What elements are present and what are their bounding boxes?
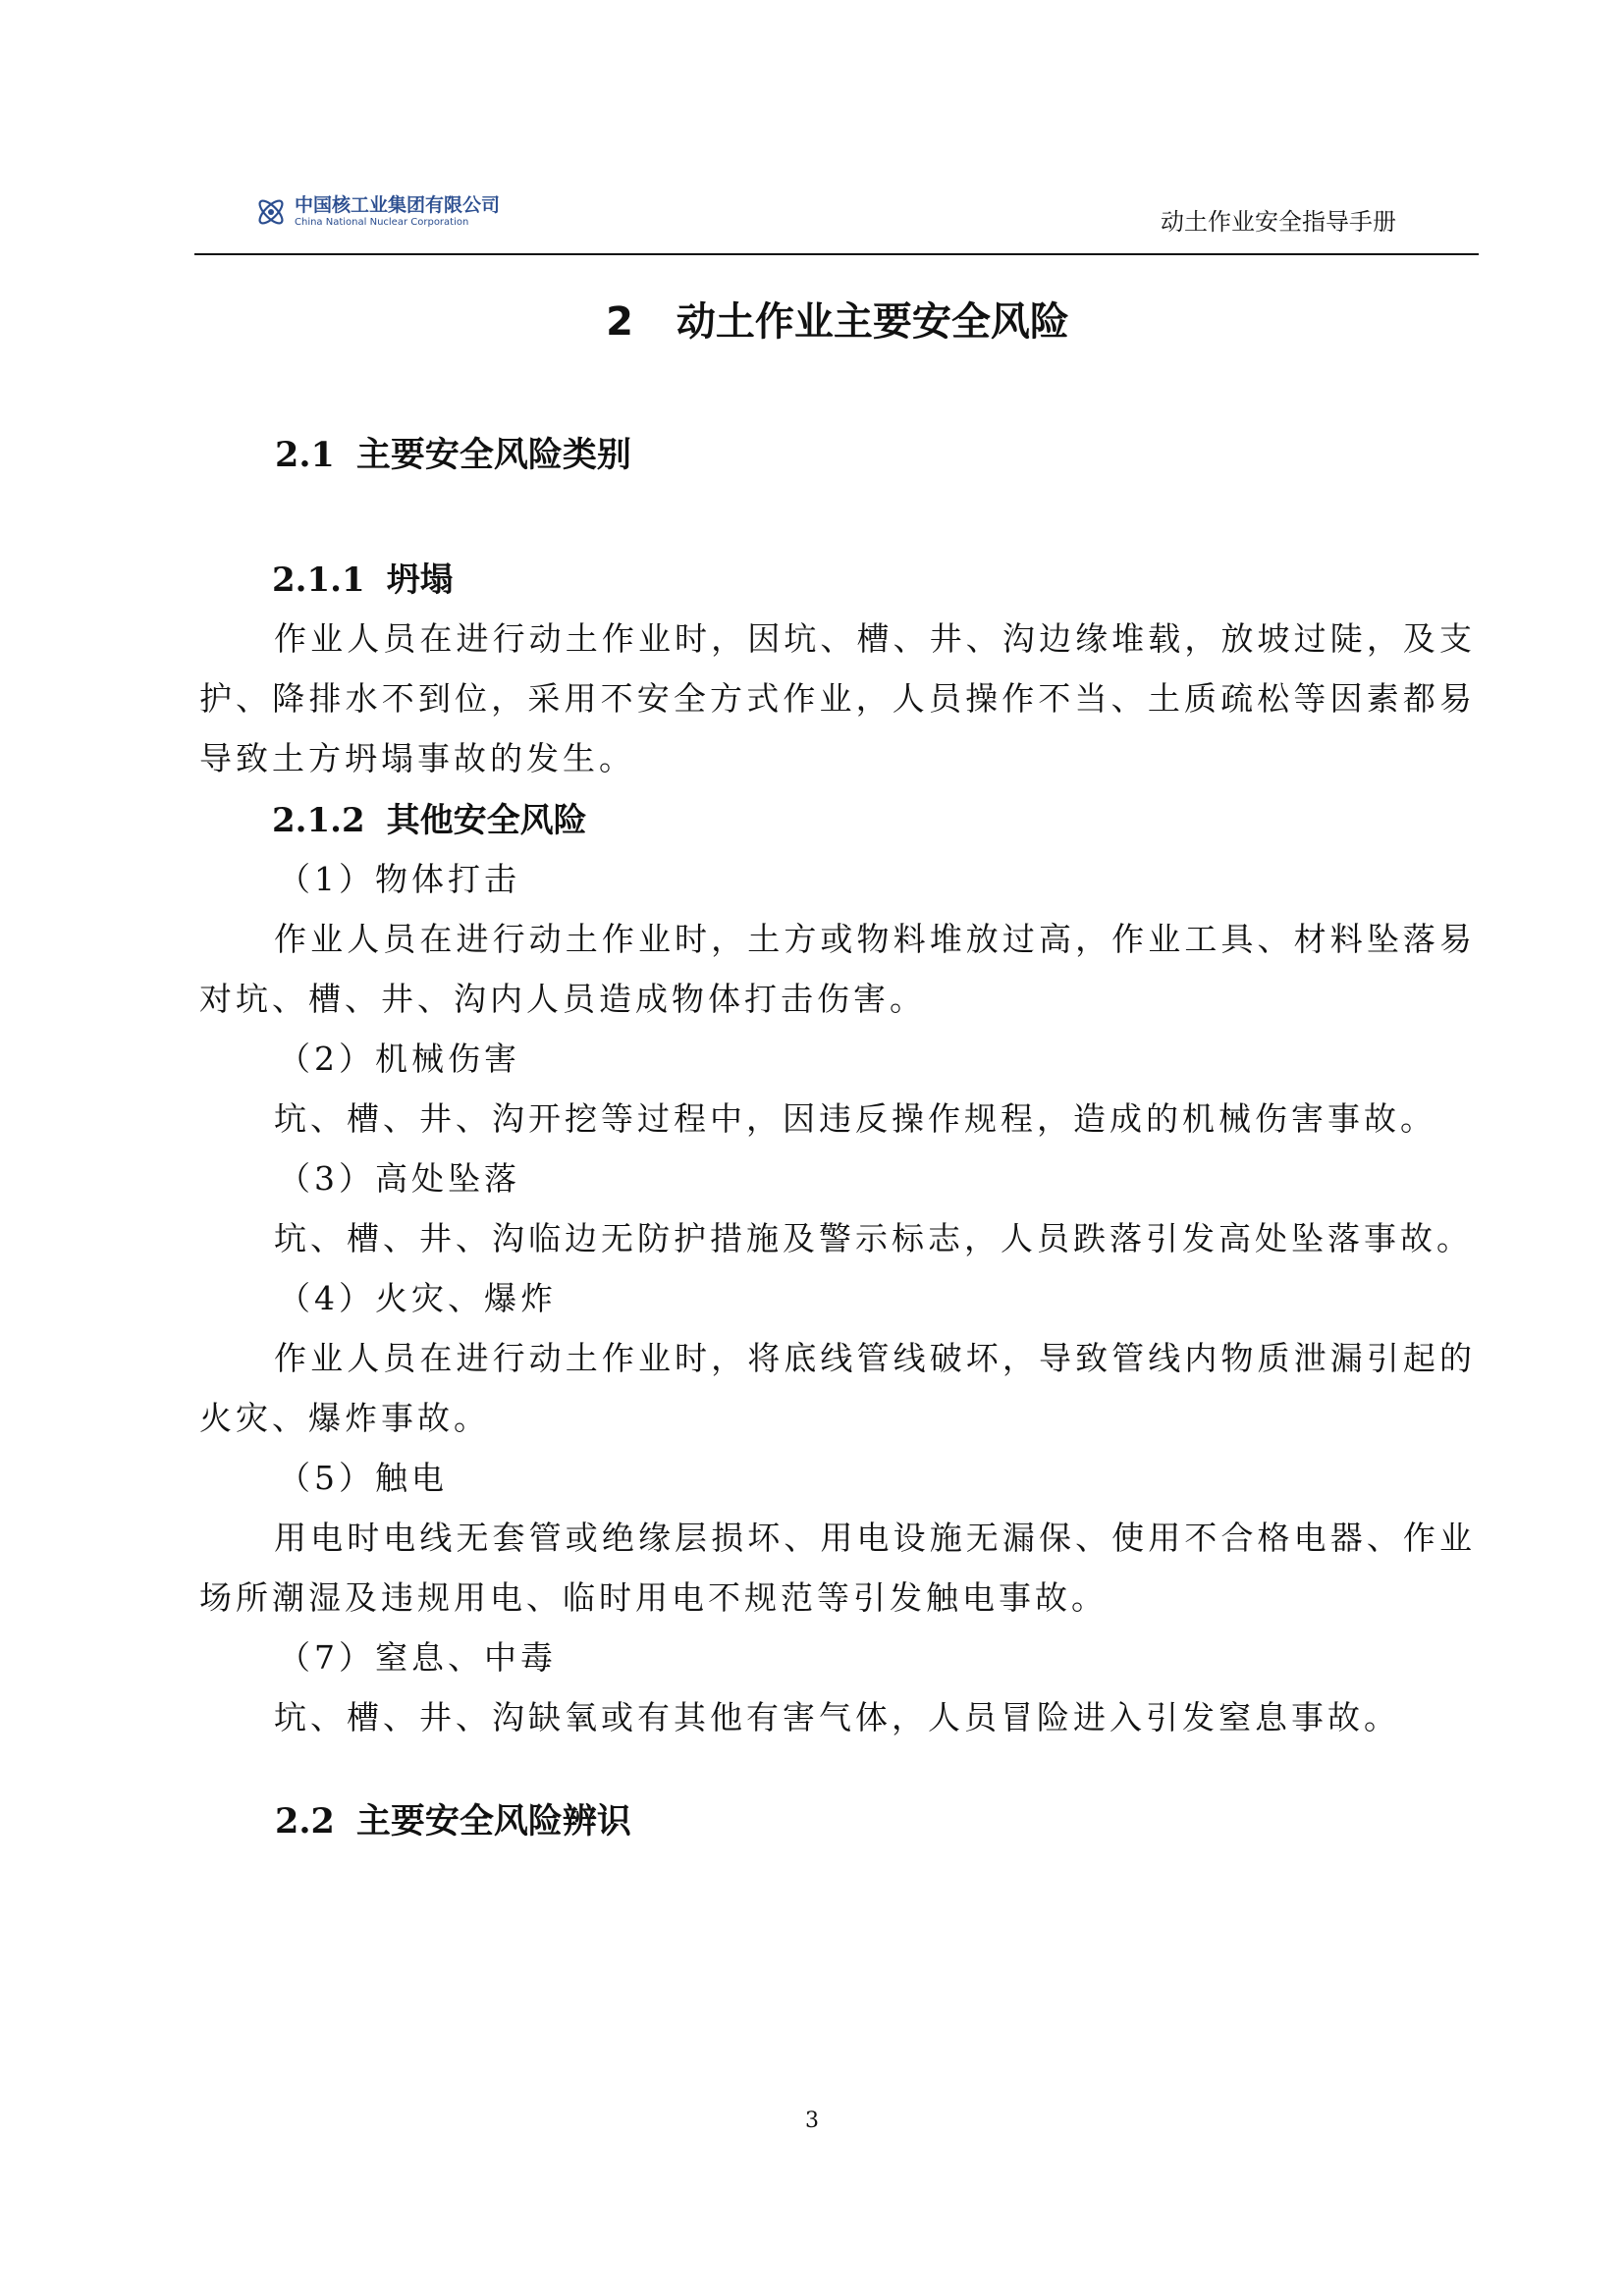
risk-item-text: 坑、槽、井、沟缺氧或有其他有害气体，人员冒险进入引发窒息事故。: [274, 1698, 1400, 1736]
header-divider: [194, 253, 1479, 255]
section-number: 2.2: [275, 1801, 335, 1842]
running-header-title: 动土作业安全指导手册: [1161, 208, 1396, 236]
section-heading-2-1-1: [199, 552, 1476, 609]
section-title: 其他安全风险: [386, 801, 587, 840]
section-title: 主要安全风险类别: [355, 436, 631, 475]
risk-item-label: （5）触电: [278, 1459, 448, 1497]
section-number: 2.1.1: [272, 561, 365, 600]
risk-item-label: （4）火灾、爆炸: [278, 1279, 557, 1317]
risk-item-text: 用电时电线无套管或绝缘层损坏、用电设施无漏保、使用不合格电器、作业场所潮湿及违规用电、临时用电不规范等引发触电事故。: [199, 1519, 1476, 1617]
chapter-title: [199, 293, 1476, 351]
risk-item-label: （1）物体打击: [278, 860, 520, 898]
risk-item-label: （7）窒息、中毒: [278, 1638, 557, 1677]
risk-item-label: （3）高处坠落: [278, 1159, 520, 1198]
cnnc-logo-icon: [253, 194, 289, 230]
page-number: 3: [805, 2109, 819, 2133]
logo-chinese-name: 中国核工业集团有限公司: [295, 194, 501, 216]
page-body: [199, 265, 1476, 1849]
section-title: 坍塌: [386, 561, 454, 600]
header-logo: [253, 191, 500, 233]
section-heading-2-2: [199, 1794, 1476, 1849]
section-heading-2-1: [199, 428, 1476, 483]
section-heading-2-1-2: [199, 792, 1476, 849]
risk-item-label: （2）机械伤害: [278, 1040, 520, 1078]
chapter-number: 2: [606, 299, 633, 345]
risk-item-text: 作业人员在进行动土作业时，将底线管线破坏，导致管线内物质泄漏引起的火灾、爆炸事故。: [199, 1339, 1476, 1437]
risk-item-text: 作业人员在进行动土作业时，土方或物料堆放过高，作业工具、材料坠落易对坑、槽、井、沟内人员造成物体打击伤害。: [199, 920, 1476, 1018]
section-number: 2.1.2: [272, 801, 365, 840]
risk-item-text: 坑、槽、井、沟开挖等过程中，因违反操作规程，造成的机械伤害事故。: [274, 1099, 1436, 1138]
section-number: 2.1: [275, 435, 335, 475]
paragraph-collapse: 作业人员在进行动土作业时，因坑、槽、井、沟边缘堆载，放坡过陡，及支护、降排水不到位，采用不安全方式作业，人员操作不当、土质疏松等因素都易导致土方坍塌事故的发生。: [199, 619, 1476, 777]
section-title: 主要安全风险辨识: [355, 1802, 631, 1842]
chapter-title-text: 动土作业主要安全风险: [676, 299, 1069, 345]
logo-english-name: China National Nuclear Corporation: [295, 217, 469, 228]
risk-item-text: 坑、槽、井、沟临边无防护措施及警示标志，人员跌落引发高处坠落事故。: [274, 1219, 1473, 1257]
logo-text: [295, 196, 500, 228]
